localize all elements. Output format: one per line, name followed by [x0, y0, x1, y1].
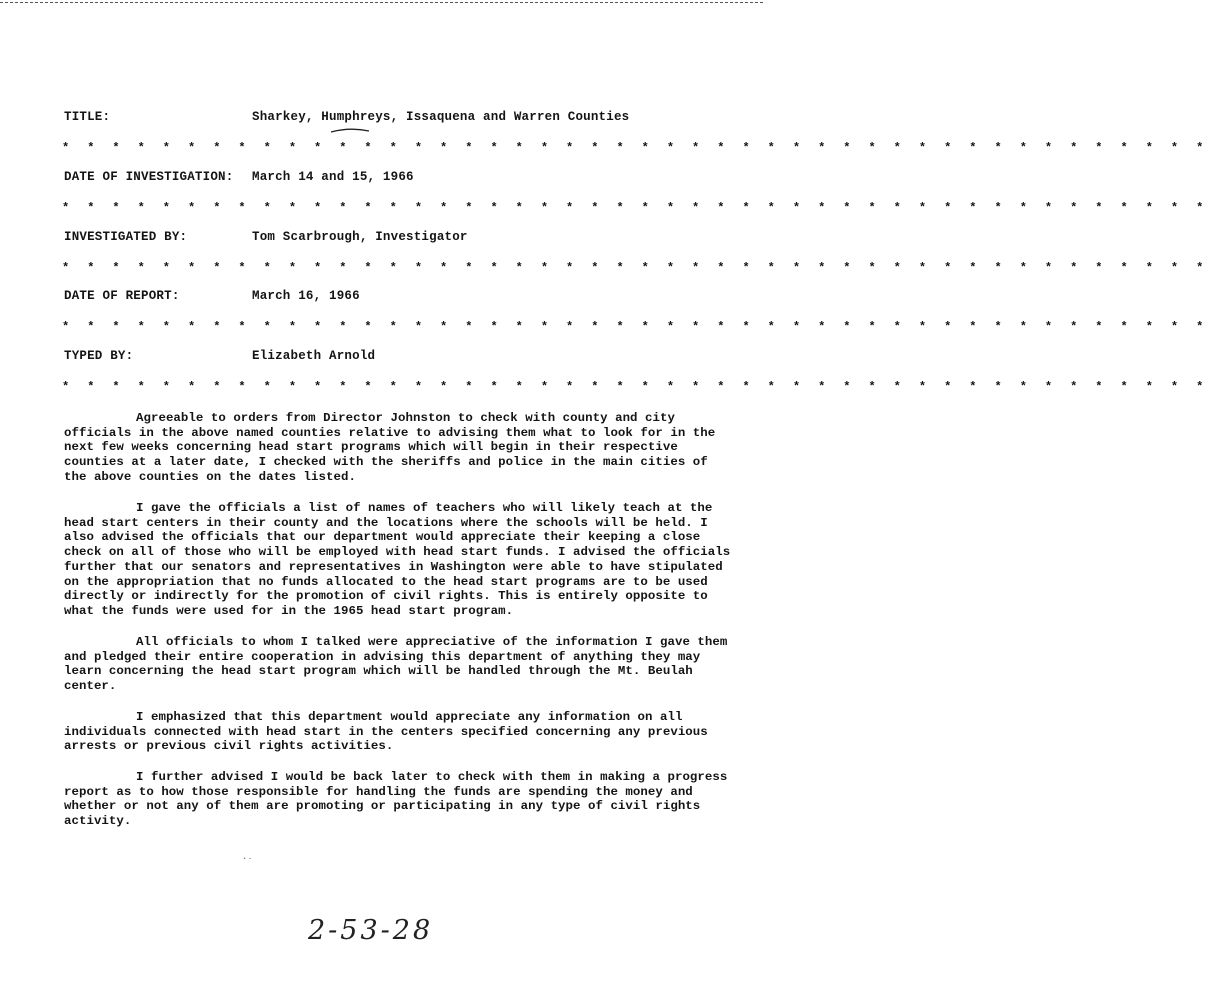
typed-by-label: TYPED BY: [64, 349, 134, 363]
report-body [64, 501, 734, 619]
body-paragraph-5: I further advised I would be back later to check with them in making a progress report as to how those responsible for handling the funds are spending the money and whether or not any of them are promoting or participating in any type of civil rights activity. [64, 770, 728, 829]
body-paragraph-2: I gave the officials a list of names of teachers who will likely teach at the head start centers in their county and the locations where the schools will be held. I also advised the officials that our department would appreciate their keeping a close check on all of those who will be employed with head start funds. I advised the officials further that our senators and representatives in Washington were able to have stipulated on the appropriation that no funds allocated to the head start programs are to be used directly or indirectly for the promotion of civil rights. This is entirely opposite to what the funds were used for in the 1965 head start program. [64, 501, 731, 618]
handwritten-file-number: 2-53-28 [308, 915, 434, 946]
typed-by-value: Elizabeth Arnold [252, 349, 376, 363]
investigated-by-label: INVESTIGATED BY: [64, 230, 188, 244]
handwritten-underline-mark [330, 127, 370, 133]
separator-stars: * * * * * * * * * * * * * * * * * * * * * * * * * * * * * * * * * * * * * * * * * * * * * * [62, 201, 1209, 215]
date-investigation-value: March 14 and 15, 1966 [252, 170, 414, 184]
date-investigation-label: DATE OF INVESTIGATION: [64, 170, 234, 184]
scan-speck: ·٠ [242, 854, 253, 864]
page-top-edge [0, 2, 763, 3]
body-paragraph-1: Agreeable to orders from Director Johnston to check with county and city officials in the above named counties relative to advising them what to look for in the next few weeks concerning head start programs which will begin in their respective counties at a later date, I checked with the sheriffs and police in the main cities of the above counties on the dates listed. [64, 411, 716, 484]
report-body [64, 635, 734, 694]
separator-stars: * * * * * * * * * * * * * * * * * * * * * * * * * * * * * * * * * * * * * * * * * * * * * * [62, 141, 1209, 155]
separator-stars: * * * * * * * * * * * * * * * * * * * * * * * * * * * * * * * * * * * * * * * * * * * * * * [62, 380, 1209, 394]
title-value: Sharkey, Humphreys, Issaquena and Warren Counties [252, 110, 630, 124]
report-body [64, 411, 734, 485]
body-paragraph-4: I emphasized that this department would appreciate any information on all individuals connected with head start in the centers specified concerning any previous arrests or previous civil rights activities. [64, 710, 708, 754]
date-report-value: March 16, 1966 [252, 289, 360, 303]
report-body [64, 770, 734, 829]
separator-stars: * * * * * * * * * * * * * * * * * * * * * * * * * * * * * * * * * * * * * * * * * * * * * * [62, 320, 1209, 334]
date-report-label: DATE OF REPORT: [64, 289, 180, 303]
title-label: TITLE: [64, 110, 111, 124]
body-paragraph-3: All officials to whom I talked were appreciative of the information I gave them and pledged their entire cooperation in advising this department of anything they may learn concerning the head start program which will be handled through the Mt. Beulah center. [64, 635, 728, 694]
investigated-by-value: Tom Scarbrough, Investigator [252, 230, 468, 244]
report-body [64, 710, 734, 754]
separator-stars: * * * * * * * * * * * * * * * * * * * * * * * * * * * * * * * * * * * * * * * * * * * * * * [62, 261, 1209, 275]
